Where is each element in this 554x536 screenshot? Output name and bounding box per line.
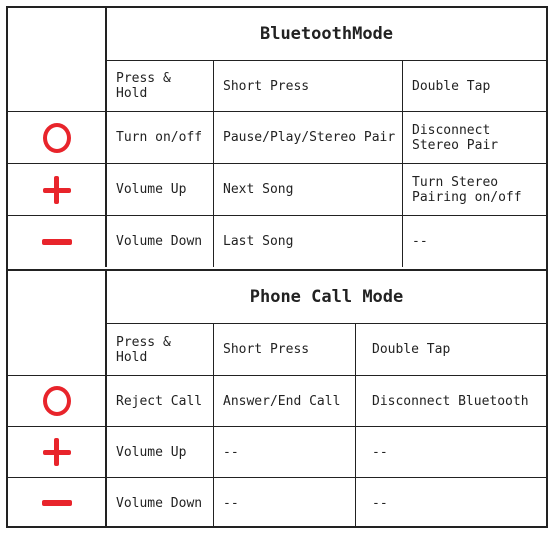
table-row-icon	[8, 376, 105, 426]
table-cell: Last Song	[223, 234, 294, 249]
header-press-hold: Press & Hold	[116, 334, 171, 365]
table-cell: --	[372, 495, 388, 511]
table-cell: Disconnect Bluetooth	[372, 393, 529, 409]
table-cell: Volume Down	[116, 495, 203, 511]
table-cell: Volume Down	[116, 234, 203, 249]
table-cell: Answer/End Call	[223, 393, 341, 409]
plus-icon	[43, 176, 71, 204]
table-row-icon	[8, 427, 105, 477]
table-cell: --	[412, 234, 428, 249]
phone-call-mode-title: Phone Call Mode	[249, 287, 404, 307]
table-cell: Reject Call	[116, 393, 203, 409]
table-cell: Turn on/off	[116, 130, 203, 145]
header-press-hold: Press & Hold	[116, 71, 171, 101]
circle-icon	[43, 386, 71, 416]
button-function-table	[6, 6, 548, 528]
minus-icon	[42, 500, 72, 506]
header-double-tap: Double Tap	[372, 342, 451, 357]
minus-icon	[42, 239, 72, 245]
table-cell: --	[223, 444, 239, 460]
table-cell: --	[372, 444, 388, 460]
table-cell: Disconnect Stereo Pair	[412, 122, 499, 153]
table-cell: Next Song	[223, 182, 294, 197]
header-double-tap: Double Tap	[412, 78, 491, 94]
table-cell: Turn Stereo Pairing on/off	[412, 174, 522, 205]
header-short-press: Short Press	[223, 342, 310, 357]
table-cell: Volume Up	[116, 182, 187, 197]
bluetooth-mode-title: BluetoothMode	[259, 24, 394, 44]
table-cell: Volume Up	[116, 444, 187, 460]
table-cell: --	[223, 495, 239, 511]
bluetooth-mode-section	[8, 8, 546, 267]
table-row-icon	[8, 164, 105, 215]
circle-icon	[43, 123, 71, 153]
table-row-icon	[8, 216, 105, 267]
phone-call-mode-section	[8, 269, 546, 528]
plus-icon	[43, 438, 71, 466]
table-cell: Pause/Play/Stereo Pair	[223, 130, 396, 145]
table-row-icon	[8, 478, 105, 528]
table-row-icon	[8, 112, 105, 163]
header-short-press: Short Press	[223, 78, 310, 94]
